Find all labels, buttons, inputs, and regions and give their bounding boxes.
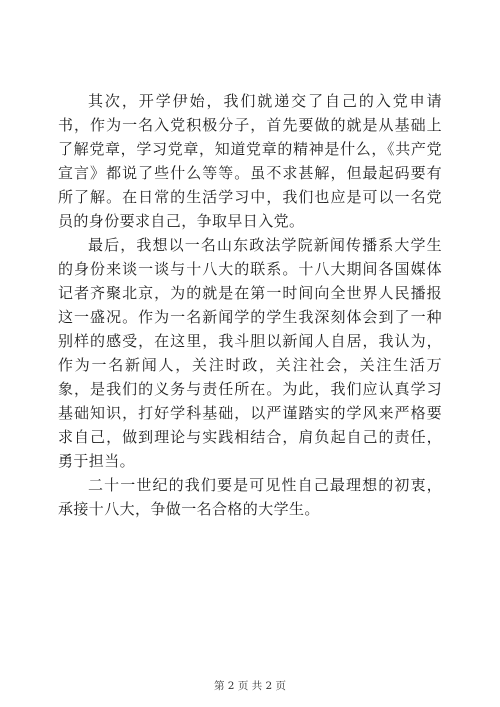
document-body [58, 89, 442, 521]
paragraph-party-application: 其次，开学伊始，我们就递交了自己的入党申请书，作为一名入党积极分子，首先要做的就是从基础上了解党章，学习党章，知道党章的精神是什么，《共产党宣言》都说了些什么等等。虽不求甚解，但最起码要有所了解。在日常的生活学习中，我们也应是可以一名党员的身份要求自己，争取早日入党。 [58, 92, 442, 230]
paragraph-journalism-student: 最后，我想以一名山东政法学院新闻传播系大学生的身份来谈一谈与十八大的联系。十八大期间各国媒体记者齐聚北京，为的就是在第一时间向全世界人民播报这一盛况。作为一名新闻学的学生我深刻体会到了一种别样的感受，在这里，我斗胆以新闻人自居，我认为，作为一名新闻人，关注时政，关注社会，关注生活万象，是我们的义务与责任所在。为此，我们应认真学习基础知识，打好学科基础，以严谨踏实的学风来严格要求自己，做到理论与实践相结合，肩负起自己的责任，勇于担当。 [58, 236, 442, 470]
paragraph-conclusion: 二十一世纪的我们要是可见性自己最理想的初衷，承接十八大，争做一名合格的大学生。 [58, 476, 442, 518]
page-number-footer: 第 2 页 共 2 页 [213, 680, 287, 692]
